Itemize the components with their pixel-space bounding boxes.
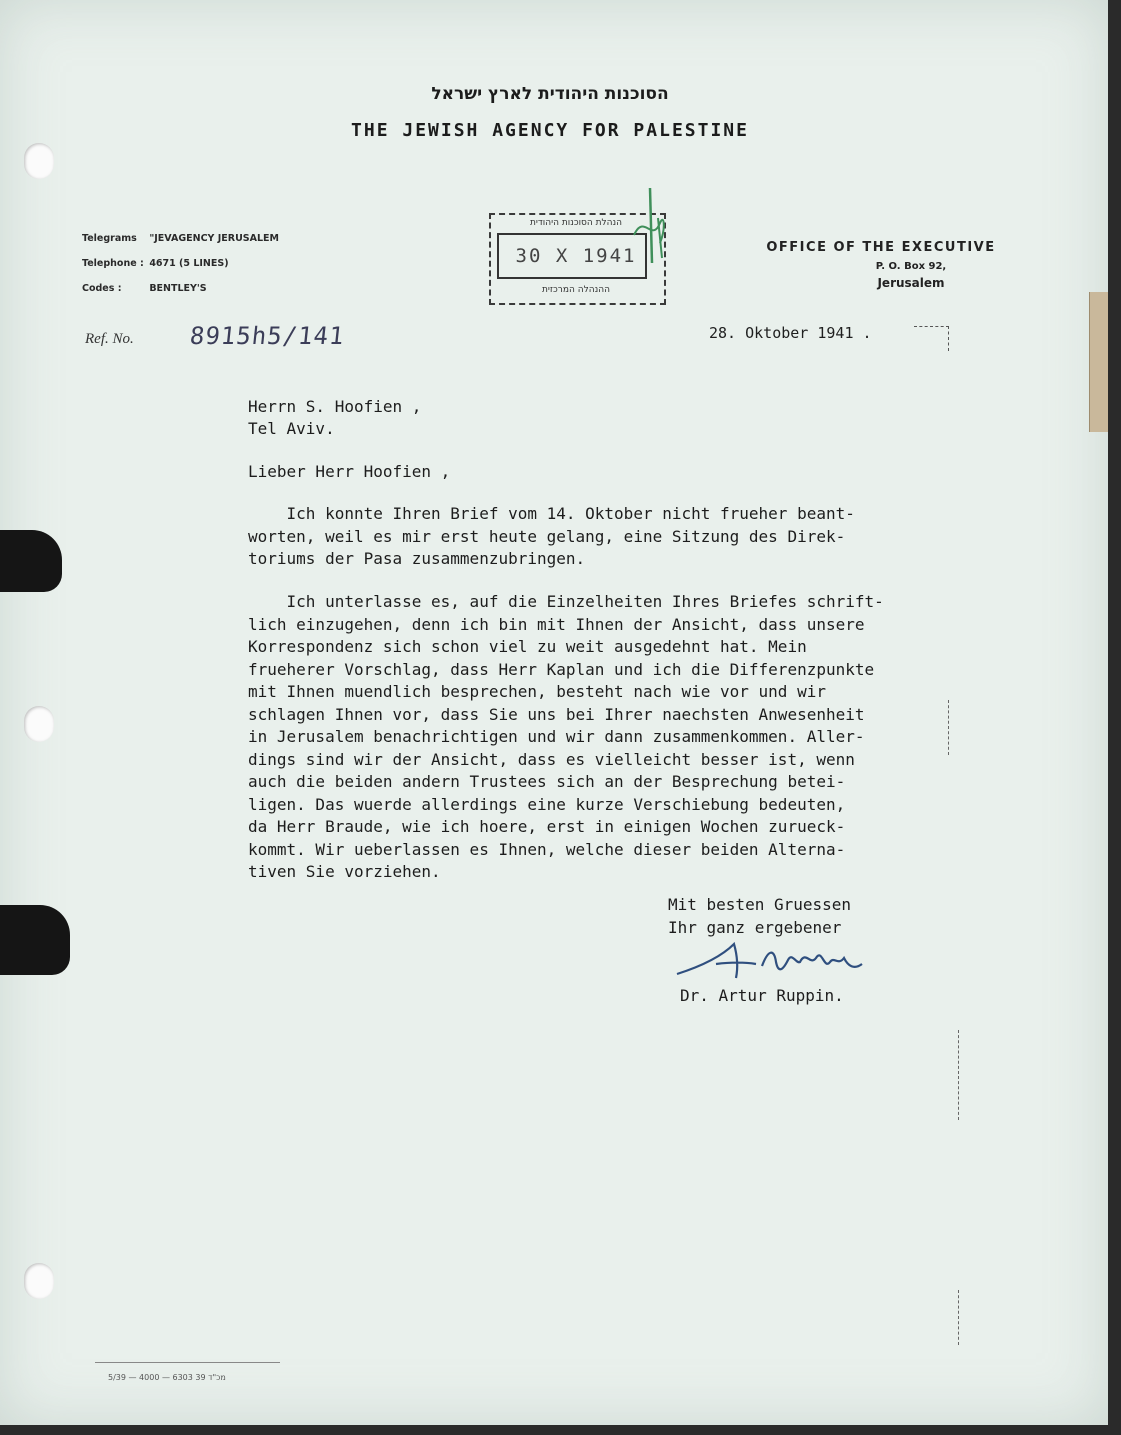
letterhead-hebrew: הסוכנות היהודית לארץ ישראל bbox=[431, 84, 669, 104]
paragraph-2 bbox=[248, 591, 884, 884]
office-city: Jerusalem bbox=[877, 276, 945, 290]
text-line: lich einzugehen, denn ich bin mit Ihnen der Ansicht, dass unsere bbox=[248, 614, 865, 634]
office-block bbox=[750, 240, 1012, 290]
text-line: frueherer Vorschlag, dass Herr Kaplan und ich die Differenzpunkte bbox=[248, 659, 875, 679]
contact-telegrams: Telegrams "JEVAGENCY JERUSALEM bbox=[82, 233, 279, 244]
office-title: OFFICE OF THE EXECUTIVE bbox=[766, 240, 996, 255]
paper-edge-tab bbox=[1089, 292, 1108, 432]
closing-line: Ihr ganz ergebener bbox=[668, 917, 842, 937]
fold-corner-mark bbox=[914, 326, 949, 351]
salutation: Lieber Herr Hoofien , bbox=[248, 462, 451, 481]
contact-codes: Codes : BENTLEY'S bbox=[82, 283, 207, 294]
text-line: Ich konnte Ihren Brief vom 14. Oktober nicht frueher beant- bbox=[248, 504, 855, 523]
text-line: toriums der Pasa zusammenzubringen. bbox=[248, 549, 586, 568]
stamp-top-text: הנהלת הסוכנות היהודית bbox=[529, 218, 623, 228]
text-line: in Jerusalem benachrichtigen und wir dann zusammenkommen. Aller- bbox=[248, 727, 865, 746]
text-line: auch die beiden andern Trustees sich an der Besprechung betei- bbox=[248, 772, 846, 791]
text-line: Ich unterlasse es, auf die Einzelheiten Ihres Briefes schrift- bbox=[248, 592, 884, 611]
footer-rule bbox=[95, 1362, 280, 1363]
margin-mark bbox=[958, 1030, 959, 1120]
green-pencil-initials bbox=[630, 183, 680, 273]
contact-block bbox=[82, 226, 279, 301]
text-line: Korrespondenz sich schon viel zu weit ausgedehnt hat. Mein bbox=[248, 637, 807, 656]
ref-number: 8915h5/141 bbox=[188, 322, 346, 350]
letter-date: 28. Oktober 1941 . bbox=[709, 324, 872, 342]
stamp-bottom-text: ההנהלה המרכזית bbox=[542, 285, 610, 295]
punch-hole bbox=[24, 143, 54, 179]
text-line: ligen. Das wuerde allerdings eine kurze Verschiebung bedeuten, bbox=[248, 794, 846, 814]
text-line: schlagen Ihnen vor, dass Sie uns bei Ihrer naechsten Anwesenheit bbox=[248, 704, 865, 724]
text-line: tiven Sie vorziehen. bbox=[248, 862, 441, 881]
recipient-city: Tel Aviv. bbox=[248, 419, 335, 438]
punch-hole bbox=[24, 706, 54, 742]
stamp-date: 30 X 1941 bbox=[515, 245, 637, 267]
handwritten-signature bbox=[672, 936, 887, 986]
paragraph-1 bbox=[248, 503, 855, 571]
margin-mark bbox=[948, 700, 949, 755]
torn-edge bbox=[0, 905, 70, 975]
text-line: worten, weil es mir erst heute gelang, eine Sitzung des Direk- bbox=[248, 526, 846, 546]
recipient-name: Herrn S. Hoofien , bbox=[248, 397, 422, 416]
closing-line: Mit besten Gruessen bbox=[668, 895, 852, 914]
form-code: 5/39 — 4000 — 6303 39 מכ"ד bbox=[108, 1373, 226, 1382]
ref-label: Ref. No. bbox=[85, 331, 134, 347]
office-po-box: P. O. Box 92, bbox=[875, 261, 947, 272]
closing-block bbox=[668, 894, 851, 939]
signer-name: Dr. Artur Ruppin. bbox=[680, 986, 844, 1005]
letterhead-english: THE JEWISH AGENCY FOR PALESTINE bbox=[351, 120, 749, 141]
text-line: mit Ihnen muendlich besprechen, besteht nach wie vor und wir bbox=[248, 682, 826, 701]
torn-edge bbox=[0, 530, 62, 592]
punch-hole bbox=[24, 1263, 54, 1299]
margin-mark bbox=[958, 1290, 959, 1345]
contact-telephone: Telephone : 4671 (5 LINES) bbox=[82, 258, 229, 269]
text-line: da Herr Braude, wie ich hoere, erst in einigen Wochen zurueck- bbox=[248, 817, 846, 836]
text-line: kommt. Wir ueberlassen es Ihnen, welche dieser beiden Alterna- bbox=[248, 839, 846, 859]
text-line: dings sind wir der Ansicht, dass es vielleicht besser ist, wenn bbox=[248, 749, 855, 769]
